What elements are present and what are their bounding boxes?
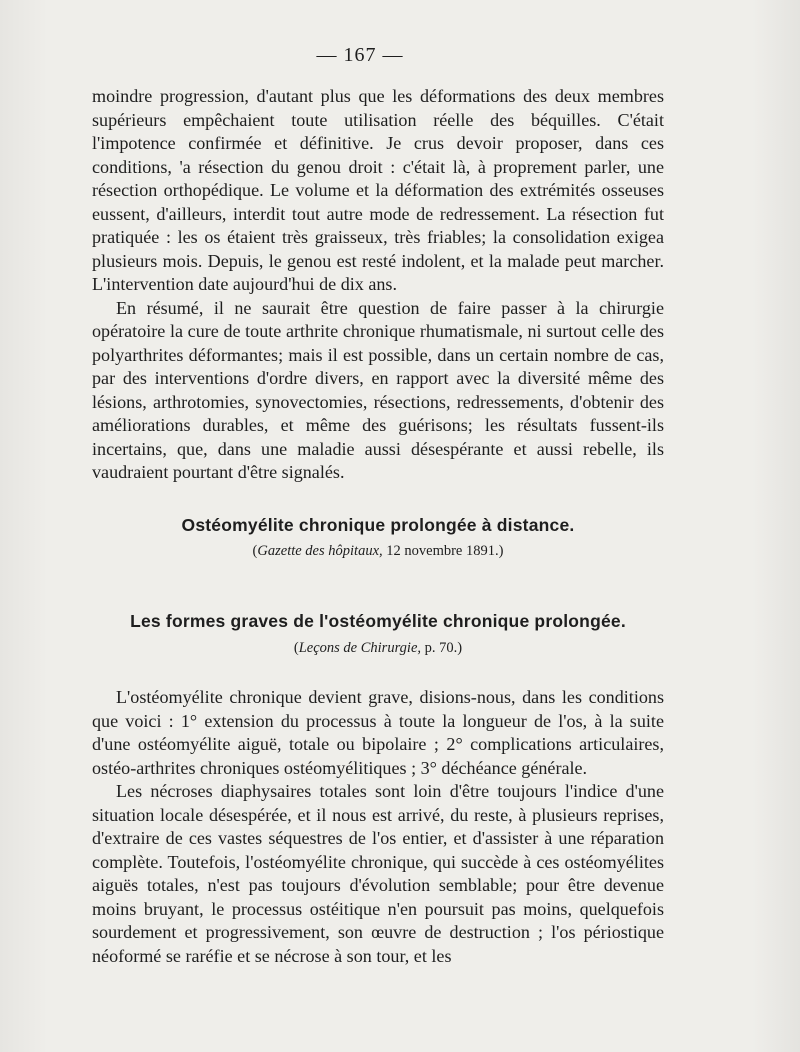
paragraph: Les nécroses diaphysaires totales sont loin d'être toujours l'indice d'une situation locale désespérée, et il nous est arrivé, du reste, à plusieurs reprises, d'extraire de ces vastes séquestres de l'os entier, et d'assister à une réparation complète. Toutefois, l'ostéomyélite chronique, qui succède à ces ostéomyélites aiguës totales, n'est pas toujours d'évolution semblable; pour être devenue moins bruyant, le processus ostéitique n'en poursuit pas moins, quelquefois sourdement et progressivement, son œuvre de destruction ; l'os périostique néoformé se raréfie et se nécrose à son tour, et les bbox=[92, 781, 664, 966]
source-journal: Gazette des hôpitaux, bbox=[257, 543, 383, 559]
text-block-top bbox=[92, 85, 664, 485]
section-source: (Gazette des hôpitaux, 12 novembre 1891.) bbox=[252, 543, 504, 559]
source-date: 12 novembre 1891.) bbox=[386, 543, 504, 559]
text-block-bottom bbox=[92, 686, 664, 968]
section-source: (Leçons de Chirurgie, p. 70.) bbox=[293, 640, 463, 656]
paragraph: moindre progression, d'autant plus que les déformations des deux membres supérieurs empêchaient toute utilisation réelle des béquilles. C'était l'impotence confirmée et définitive. Je crus devoir proposer, dans ces conditions, 'a résection du genou droit : c'était là, à proprement parler, une résection orthopédique. Le volume et la déformation des extrémités osseuses eussent, d'ailleurs, interdit tout autre mode de redressement. La résection fut pratiquée : les os étaient très graisseux, très friables; la consolidation exigea plusieurs mois. Depuis, le genou est resté indolent, et la malade peut marcher. L'intervention date aujourd'hui de dix ans. bbox=[92, 86, 664, 294]
section-title: Ostéomyélite chronique prolongée à distance. bbox=[181, 515, 575, 535]
section-title: Les formes graves de l'ostéomyélite chronique prolongée. bbox=[130, 611, 626, 631]
paragraph: En résumé, il ne saurait être question de faire passer à la chirurgie opératoire la cure de toute arthrite chronique rhumatismale, ni surtout celle des polyarthrites déformantes; mais il est possible, dans un certain nombre de cas, par des interventions d'ordre divers, en rapport avec la diversité même des lésions, arthrotomies, synovectomies, résections, redressements, d'obtenir des améliorations durables, et même des guérisons; les résultats fussent-ils incertains, que, dans une maladie aussi désespérante et aussi rebelle, ils vaudraient pourtant d'être signalés. bbox=[92, 297, 664, 482]
page-number: — 167 — bbox=[316, 44, 404, 66]
paragraph: L'ostéomyélite chronique devient grave, disions-nous, dans les conditions que voici : 1° extension du processus à toute la longueur de l'os, à la suite d'une ostéomyélite aiguë, totale ou bipolaire ; 2° complications articulaires, ostéo-arthrites chroniques ostéomyélitiques ; 3° déchéance générale. bbox=[92, 687, 664, 778]
source-work: Leçons de Chirurgie, bbox=[298, 640, 422, 656]
source-page: p. 70.) bbox=[424, 640, 463, 656]
